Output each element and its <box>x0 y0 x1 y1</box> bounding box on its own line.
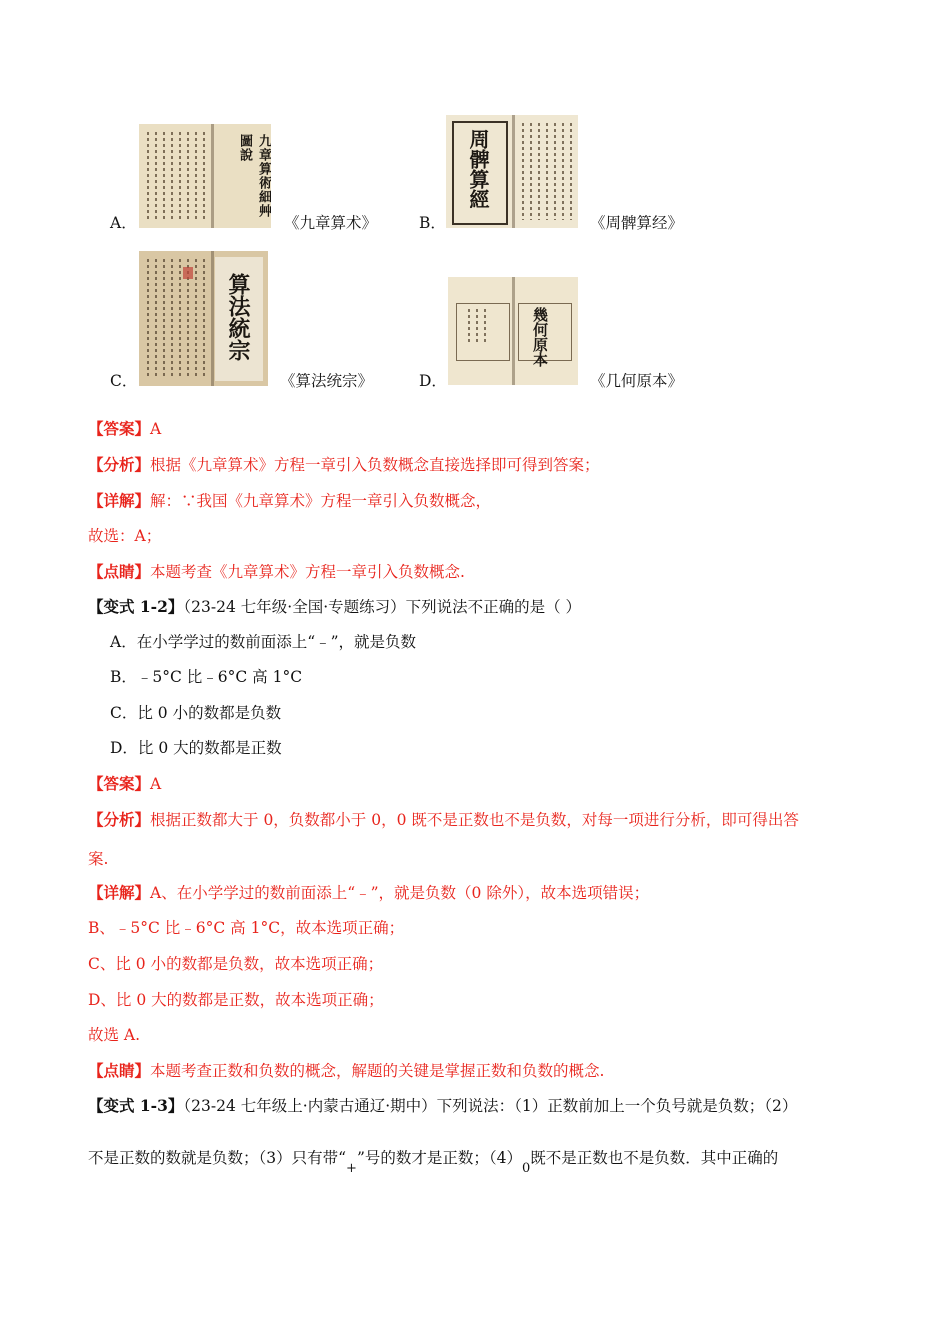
q1-choose: 故选：A； <box>88 527 162 545</box>
q1-comment: 【点睛】本题考查《九章算术》方程一章引入负数概念. <box>88 562 465 581</box>
q2-option-b: B．﹣5°C 比﹣6°C 高 1°C <box>110 668 303 686</box>
q3-statements: 不是正数的数就是负数；（3）只有带“$_+$”号的数才是正数；$(4)_0$既不是正数也不是负数．其中正确的 <box>88 1149 779 1176</box>
q1-detail: 【详解】解：∵我国《九章算术》方程一章引入负数概念， <box>88 491 492 510</box>
q2-option-a: A．在小学学过的数前面添上“﹣”，就是负数 <box>110 633 417 651</box>
book-image-jiuzhang <box>139 124 271 228</box>
option-c-label: C． <box>110 372 138 390</box>
cover-title-zhoubi: 周髀算經 <box>466 129 490 209</box>
q1-answer: 【答案】A <box>88 419 162 438</box>
book-image-jihe <box>448 277 578 385</box>
q1-analysis: 【分析】根据《九章算术》方程一章引入负数概念直接选择即可得到答案； <box>88 455 600 474</box>
q2-comment: 【点睛】本题考查正数和负数的概念，解题的关键是掌握正数和负数的概念. <box>88 1061 605 1080</box>
q2-analysis-cont: 案. <box>88 850 109 868</box>
q2-title: 【变式 1-2】（23-24 七年级·全国·专题练习）下列说法不正确的是（ ） <box>88 597 582 616</box>
q2-detail-d: D、比 0 大的数都是正数，故本选项正确； <box>88 991 384 1009</box>
option-d-caption: 《几何原本》 <box>590 372 684 390</box>
option-a-caption: 《九章算术》 <box>284 214 378 232</box>
q2-detail-c: C、比 0 小的数都是负数，故本选项正确； <box>88 955 384 973</box>
cover-title-jihe: 幾何原本 <box>531 307 549 367</box>
q2-choose: 故选 A. <box>88 1026 141 1044</box>
option-b-label: B． <box>419 214 446 232</box>
option-b-caption: 《周髀算经》 <box>590 214 684 232</box>
q2-detail-a: 【详解】A、在小学学过的数前面添上“﹣”，就是负数（0 除外），故本选项错误； <box>88 883 650 902</box>
zero-symbol: 0 <box>522 1161 531 1176</box>
q3-title: 【变式 1-3】（23-24 七年级上·内蒙古通辽·期中）下列说法：（1）正数前加上一个负号就是负数；（2） <box>88 1096 798 1115</box>
q2-answer: 【答案】A <box>88 774 162 793</box>
q2-detail-b: B、﹣5°C 比﹣6°C 高 1°C，故本选项正确； <box>88 919 405 937</box>
book-image-zhoubi <box>446 115 578 228</box>
q2-analysis: 【分析】根据正数都大于 0，负数都小于 0，0 既不是正数也不是负数，对每一项进行分析，即可得出答 <box>88 810 799 829</box>
plus-sign: + <box>346 1161 357 1176</box>
q2-option-d: D．比 0 大的数都是正数 <box>110 739 282 757</box>
option-c-caption: 《算法统宗》 <box>280 372 374 390</box>
q2-option-c: C．比 0 小的数都是负数 <box>110 704 282 722</box>
option-a-label: A． <box>110 214 137 232</box>
cover-title-jiuzhang: 九章算術細艸圖說 <box>237 134 271 218</box>
cover-title-suanfa: 算法統宗 <box>225 273 251 361</box>
book-image-suanfa <box>139 251 268 386</box>
option-d-label: D． <box>419 372 447 390</box>
